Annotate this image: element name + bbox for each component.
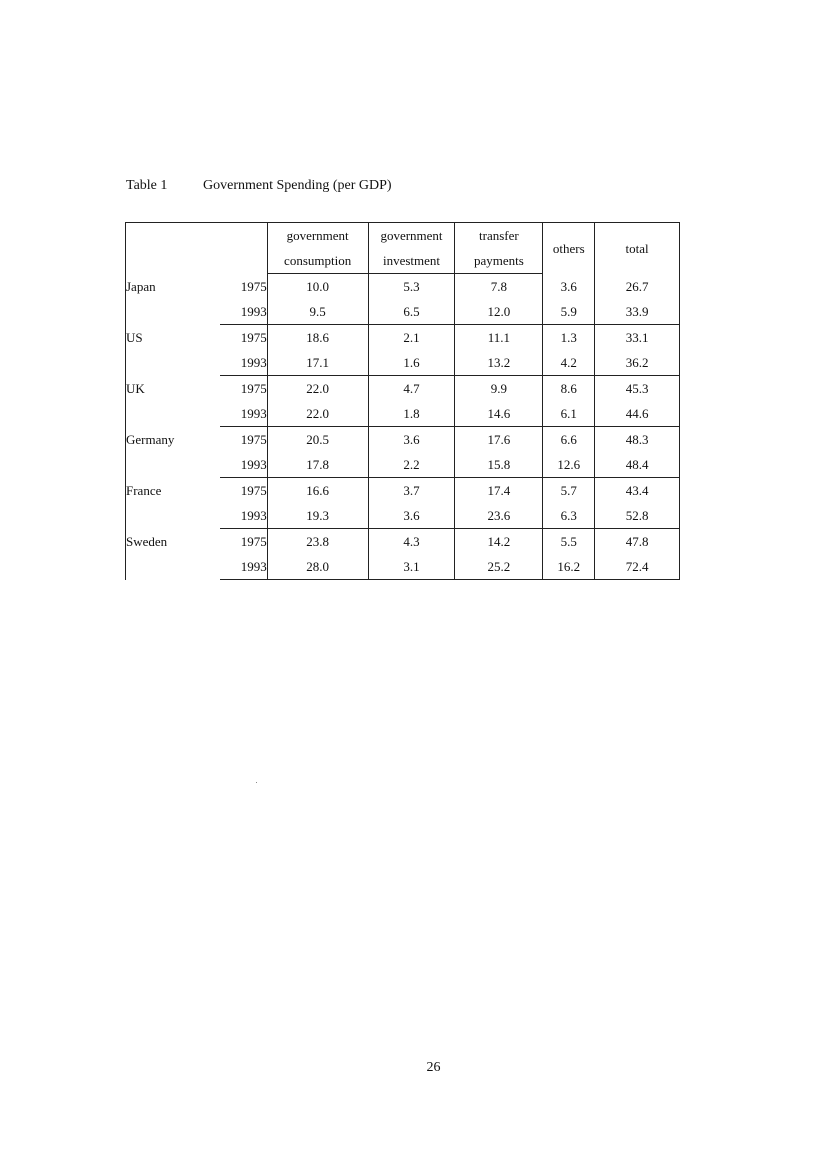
year-cell: 1993 — [220, 503, 267, 529]
investment-value-cell: 4.7 — [368, 376, 455, 402]
scan-speck — [256, 782, 257, 783]
investment-value-cell: 1.6 — [368, 350, 455, 376]
consumption-value-cell: 22.0 — [267, 376, 368, 402]
header-transfer-line1: transfer — [455, 223, 543, 249]
total-value-cell: 43.4 — [595, 478, 680, 504]
total-value-cell: 26.7 — [595, 274, 680, 300]
investment-value-cell: 1.8 — [368, 401, 455, 427]
header-investment-line1: government — [368, 223, 455, 249]
header-investment-line2: investment — [368, 248, 455, 274]
total-value-cell: 36.2 — [595, 350, 680, 376]
others-value-cell: 4.2 — [543, 350, 595, 376]
table-header — [126, 223, 680, 274]
year-cell: 1975 — [220, 478, 267, 504]
investment-value-cell: 3.7 — [368, 478, 455, 504]
transfer-value-cell: 23.6 — [455, 503, 543, 529]
consumption-value-cell: 19.3 — [267, 503, 368, 529]
table-row — [126, 427, 680, 453]
consumption-value-cell: 20.5 — [267, 427, 368, 453]
others-value-cell: 6.1 — [543, 401, 595, 427]
country-label: Japan — [126, 274, 221, 325]
year-cell: 1993 — [220, 350, 267, 376]
country-label: Sweden — [126, 529, 221, 580]
total-value-cell: 45.3 — [595, 376, 680, 402]
transfer-value-cell: 14.6 — [455, 401, 543, 427]
others-value-cell: 3.6 — [543, 274, 595, 300]
header-consumption-line1: government — [267, 223, 368, 249]
consumption-value-cell: 10.0 — [267, 274, 368, 300]
table-row — [126, 478, 680, 504]
year-cell: 1993 — [220, 452, 267, 478]
year-cell: 1975 — [220, 274, 267, 300]
consumption-value-cell: 17.1 — [267, 350, 368, 376]
consumption-value-cell: 18.6 — [267, 325, 368, 351]
total-value-cell: 52.8 — [595, 503, 680, 529]
total-value-cell: 33.9 — [595, 299, 680, 325]
year-cell: 1993 — [220, 554, 267, 580]
transfer-value-cell: 14.2 — [455, 529, 543, 555]
investment-value-cell: 3.1 — [368, 554, 455, 580]
year-cell: 1993 — [220, 401, 267, 427]
year-cell: 1975 — [220, 427, 267, 453]
header-total: total — [595, 223, 680, 274]
table-row — [126, 274, 680, 300]
consumption-value-cell: 17.8 — [267, 452, 368, 478]
table-row — [126, 325, 680, 351]
header-others: others — [543, 223, 595, 274]
others-value-cell: 5.5 — [543, 529, 595, 555]
investment-value-cell: 2.1 — [368, 325, 455, 351]
transfer-value-cell: 13.2 — [455, 350, 543, 376]
consumption-value-cell: 22.0 — [267, 401, 368, 427]
transfer-value-cell: 25.2 — [455, 554, 543, 580]
government-spending-table — [125, 222, 680, 580]
consumption-value-cell: 23.8 — [267, 529, 368, 555]
others-value-cell: 16.2 — [543, 554, 595, 580]
year-cell: 1993 — [220, 299, 267, 325]
total-value-cell: 47.8 — [595, 529, 680, 555]
investment-value-cell: 4.3 — [368, 529, 455, 555]
investment-value-cell: 2.2 — [368, 452, 455, 478]
table-title: Government Spending (per GDP) — [203, 178, 392, 193]
total-value-cell: 72.4 — [595, 554, 680, 580]
others-value-cell: 5.9 — [543, 299, 595, 325]
total-value-cell: 48.4 — [595, 452, 680, 478]
transfer-value-cell: 15.8 — [455, 452, 543, 478]
transfer-value-cell: 17.4 — [455, 478, 543, 504]
transfer-value-cell: 9.9 — [455, 376, 543, 402]
table-row — [126, 376, 680, 402]
others-value-cell: 12.6 — [543, 452, 595, 478]
country-label: Germany — [126, 427, 221, 478]
year-cell: 1975 — [220, 325, 267, 351]
total-value-cell: 33.1 — [595, 325, 680, 351]
investment-value-cell: 5.3 — [368, 274, 455, 300]
others-value-cell: 5.7 — [543, 478, 595, 504]
page-number: 26 — [426, 1060, 441, 1075]
transfer-value-cell: 12.0 — [455, 299, 543, 325]
table-number: Table 1 — [126, 178, 168, 193]
investment-value-cell: 6.5 — [368, 299, 455, 325]
transfer-value-cell: 11.1 — [455, 325, 543, 351]
investment-value-cell: 3.6 — [368, 503, 455, 529]
header-corner-cell — [126, 223, 268, 274]
header-row-1 — [126, 223, 680, 249]
consumption-value-cell: 9.5 — [267, 299, 368, 325]
others-value-cell: 6.6 — [543, 427, 595, 453]
consumption-value-cell: 16.6 — [267, 478, 368, 504]
consumption-value-cell: 28.0 — [267, 554, 368, 580]
others-value-cell: 8.6 — [543, 376, 595, 402]
total-value-cell: 44.6 — [595, 401, 680, 427]
others-value-cell: 1.3 — [543, 325, 595, 351]
transfer-value-cell: 17.6 — [455, 427, 543, 453]
country-label: France — [126, 478, 221, 529]
table-caption — [126, 178, 392, 194]
year-cell: 1975 — [220, 529, 267, 555]
header-consumption-line2: consumption — [267, 248, 368, 274]
transfer-value-cell: 7.8 — [455, 274, 543, 300]
total-value-cell: 48.3 — [595, 427, 680, 453]
country-label: UK — [126, 376, 221, 427]
year-cell: 1975 — [220, 376, 267, 402]
header-transfer-line2: payments — [455, 248, 543, 274]
table-row — [126, 529, 680, 555]
others-value-cell: 6.3 — [543, 503, 595, 529]
country-label: US — [126, 325, 221, 376]
investment-value-cell: 3.6 — [368, 427, 455, 453]
table-body — [126, 274, 680, 580]
